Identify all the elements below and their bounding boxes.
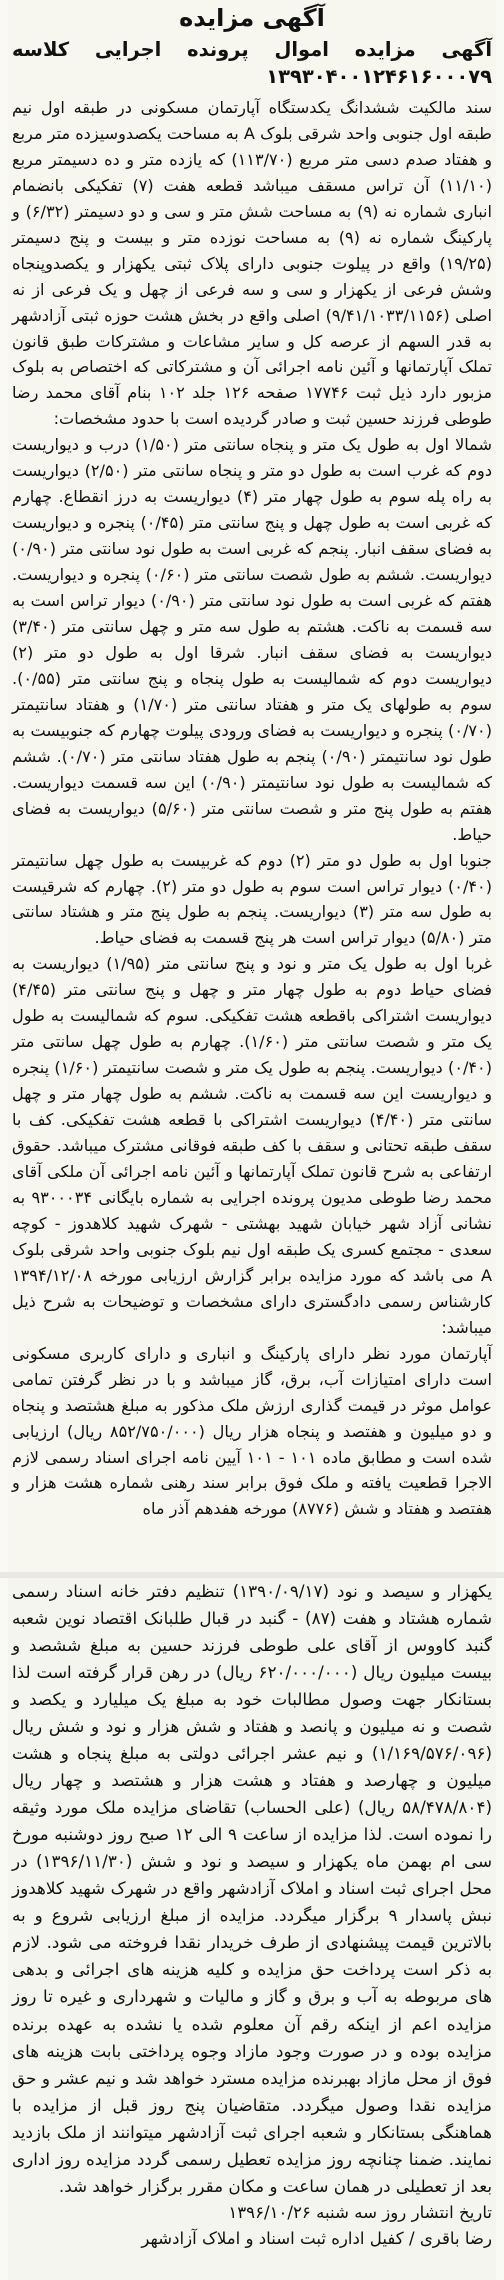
publish-date: تاریخ انتشار روز سه شنبه ۱۳۹۶/۱۰/۲۶ — [228, 2202, 492, 2222]
notice-paragraph-south: جنوبا اول به طول دو متر (۲) دوم که غربیست به طول چهل سانتیمتر (۰/۴۰) دیوار تراس است سوم به طول دو متر (۲). چهارم که شرقیست به طول سه متر (۳) دیواریست. پنجم به طول پنج متر و هشتاد سانتی متر (۵/۸۰) دیوار تراس است هر پنج قسمت به فضای حیاط. — [12, 850, 492, 948]
signature: رضا باقری / کفیل اداره ثبت اسناد و املاک آزادشهر — [141, 2228, 492, 2248]
notice-paragraph-property: سند مالکیت ششدانگ یکدستگاه آپارتمان مسکونی در طبقه اول نیم طبقه اول جنوبی واحد شرقی بلوک A به مساحت یکصدوسیزده متر مربع و هفتاد صدم دسی متر مربع (۱۱۳/۷۰) که یازده متر و ده دسیمتر مربع (۱۱/۱۰) آن تراس مسقف میباشد قطعه هفت (۷) تفکیکی بانضمام انباری شماره نه (۹) به مساحت شش متر و سی و دو دسیمتر (۶/۳۲) و پارکینگ شماره نه (۹) به مساحت نوزده متر و بیست و پنج دسیمتر (۱۹/۲۵) واقع در پیلوت جنوبی دارای پلاک ثبتی یکهزار و یکصدوپنجاه وشش فرعی از یکهزار و سی و سه فرعی از چهل و یک فرعی از نه اصلی (۹/۴۱/۱۰۳۳/۱۱۵۶) اصلی واقع در بخش هشت حوزه ثبتی آزادشهر به قدر السهم از عرصه کل و سایر مشاعات و مشترکات طبق قانون تملک آپارتمانها و آئین نامه اجرائی آن و مشترکاتی که اختصاص به بلوک مزبور دارد ذیل ثبت ۱۷۷۴۶ صفحه ۱۲۶ جلد ۱۰۲ بنام آقای محمد رضا طوطی فرزند حسین ثبت و صادر گردیده است با حدود مشخصات: — [12, 97, 493, 429]
notice-column-top — [8, 0, 496, 1572]
notice-title: آگهی مزایده — [179, 4, 325, 32]
notice-paragraph-west: غربا اول به طول یک متر و نود و پنج سانتی متر (۱/۹۵) دیواریست به فضای حیاط دوم به طول چهار متر و چهل و پنج سانتی متر (۴/۴۵) دیواریست اشتراکی باقطعه هشت تفکیکی. سوم که شمالیست به طول یک متر و شصت سانتی متر (۱/۶۰). چهارم به طول چهل سانتی متر (۰/۴۰) دیواریست. پنجم به طول یک متر و شصت سانتیمتر (۱/۶۰) پنجره و دیواریست این سه قسمت به ناکت. ششم به طول چهار متر و چهل سانتی متر (۴/۴۰) دیواریست اشتراکی با قطعه هشت تفکیکی. کف با سقف طبقه تحتانی و سقف با کف طبقه فوقانی مشترک میباشد. حقوق ارتفاعی به شرح قانون تملک آپارتمانها و آئین نامه اجرائی آن ملکی آقای محمد رضا طوطی مدیون پرونده اجرایی به شماره بایگانی ۹۳۰۰۰۳۴ به نشانی آزاد شهر خیابان شهید بهشتی - شهرک شهید کلاهدوز - کوچه سعدی - مجتمع کسری یک طبقه اول نیم بلوک جنوبی واحد شرقی بلوک A می باشد که مورد مزایده برابر گزارش ارزیابی مورخه ۱۳۹۴/۱۲/۰۸ کارشناس رسمی دادگستری دارای مشخصات و توضیحات به شرح ذیل میباشد: — [12, 954, 492, 1337]
notice-subtitle: آگهی مزایده اموال پرونده اجرایی کلاسه ۱۳۹۳۰۴۰۰۱۲۴۶۱۶۰۰۰۷۹ — [12, 38, 492, 89]
notice-paragraph-north-east: شمالا اول به طول یک متر و پنجاه سانتی متر (۱/۵۰) درب و دیواریست دوم که غرب است به طول دو متر و پنجاه سانتی متر (۲/۵۰) دیواریست به راه پله سوم به طول چهار متر (۴) دیواریست به درز انقطاع. چهارم که غربی است به طول چهل و پنج سانتی متر (۰/۴۵) پنجره و دیواریست به فضای سقف انبار. پنجم که غربی است به طول نود سانتی متر (۰/۹۰) دیواریست. ششم به طول شصت سانتی متر (۰/۶۰) پنجره و دیواریست. هفتم که غربی است به طول نود سانتی متر (۰/۹۰) دیوار تراس است به سه قسمت به ناکت. هشتم به طول سه متر و چهل سانتی متر (۳/۴۰) دیواریست به فضای سقف انبار. شرقا اول به طول دو متر (۲) دیواریست دوم که شمالیست به طول پنجاه و پنج سانتی متر (۰/۵۵). سوم به طولهای یک متر و هفتاد سانتی متر (۱/۷۰) و هفتاد سانتیمتر (۰/۷۰) پنجره و دیواریست به فضای ورودی پیلوت چهارم که جنوبیست به طول نود سانتیمتر (۰/۹۰) پنجم به طول هفتاد سانتی متر (۰/۷۰). ششم که شمالیست به طول نود سانتیمتر (۰/۹۰) این سه قسمت دیواریست. هفتم به طول پنج متر و شصت سانتی متر (۵/۶۰) دیواریست به فضای حیاط. — [12, 435, 493, 844]
notice-column-bottom — [8, 1578, 496, 2280]
notice-paragraph-valuation: آپارتمان مورد نظر دارای پارکینگ و انباری و دارای کاربری مسکونی است دارای امتیازات آب، برق، گاز میباشد و با در نظر گرفتن تمامی عوامل موثر در قیمت گذاری ارزش ملک مذکور به مبلغ هشتصد و پنجاه و دو میلیون و هفتصد و پنجاه هزار ریال (۸۵۲/۷۵۰/۰۰۰ ریال) ارزیابی شده است و مطابق ماده ۱۰۱ - ۱۰۱ آیین نامه اجرای اسناد رسمی لازم الاجرا قطعیت یافته و ملک فوق برابر سند رهنی شماره هشت هزار و هفتصد و هفتاد و شش (۸۷۷۶) مورخه هفدهم آذر ماه — [12, 1343, 493, 1519]
notice-paragraph-auction-terms: یکهزار و سیصد و نود (۱۳۹۰/۰۹/۱۷) تنظیم دفتر خانه اسناد رسمی شماره هشتاد و هفت (۸۷) - گنبد در قبال طلبانک اقتصاد نوین شعبه گنبد کاووس از آقای علی طوطی فرزند حسین به مبلغ ششصد و بیست میلیون ریال (۶۲۰/۰۰۰/۰۰۰ ریال) در رهن قرار گرفته است لذا بستانکار جهت وصول مطالبات خود به مبلغ یک میلیارد و یکصد و شصت و نه میلیون و پانصد و هفتاد و شش هزار و نود و شش ریال (۱/۱۶۹/۵۷۶/۰۹۶) و نیم عشر اجرائی دولتی به مبلغ پنجاه و هشت میلیون و چهارصد و هفتاد و هشت هزار و هشتصد و چهار ریال (۵۸/۴۷۸/۸۰۴ ریال) (علی الحساب) تقاضای مزایده ملک مورد وثیقه را نموده است. لذا مزایده از ساعت ۹ الی ۱۲ صبح روز دوشنبه مورخ سی ام بهمن ماه یکهزار و سیصد و نود و شش (۱۳۹۶/۱۱/۳۰) در محل اجرای ثبت اسناد و املاک آزادشهر واقع در شهرک شهید کلاهدوز نبش پاسدار ۹ برگزار میگردد. مزایده از مبلغ ارزیابی شروع و به بالاترین قیمت پیشنهادی از طرف خریدار نقدا فروخته می شود. لازم به ذکر است پرداخت حق مزایده و کلیه هزینه های اجرائی و بدهی های مربوطه به آب و برق و گاز و مالیات و شهرداری و غیره تا روز مزایده اعم از اینکه رقم آن معلوم شده یا نشده به عهده برنده مزایده بوده و در صورت وجود مازاد وجوه پرداختی بابت هزینه های فوق از محل مازاد بهبرنده مزایده مسترد خواهد شد و نیم عشر و حق مزایده نقدا وصول میگردد. متقاضیان پنج روز قبل از مزایده با هماهنگی بستانکار و شعبه اجرای ثبت آزادشهر میتوانند از ملک بازدید نمایند. ضمنا چنانچه روز مزایده تعطیل رسمی گردد مزایده روز اداری بعد از تعطیلی در همان ساعت و مکان مقرر برگزار خواهد شد. — [12, 1581, 493, 2196]
